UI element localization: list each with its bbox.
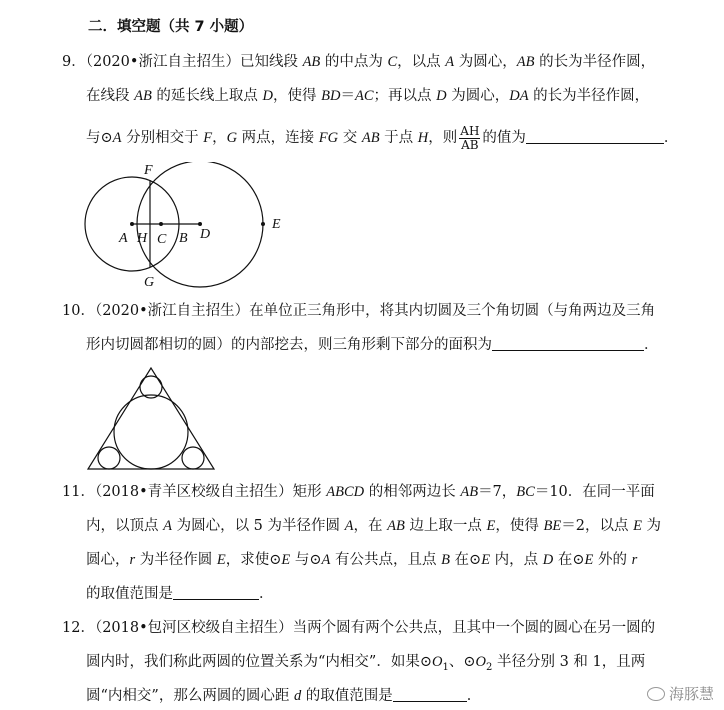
q10-figure xyxy=(86,362,216,474)
label-c: C xyxy=(157,232,167,247)
label-e: E xyxy=(272,217,281,232)
q11-answer-blank[interactable] xyxy=(173,585,259,600)
label-d: D xyxy=(200,227,211,242)
q12-answer-blank[interactable] xyxy=(393,687,467,702)
q9-line-1: 9．（2020•浙江自主招生）已知线段 AB 的中点为 C，以点 A 为圆心，AB 的长为半径作圆， xyxy=(62,54,656,70)
corner-circle-left xyxy=(98,447,120,469)
q9-line-3: 与⊙A 分别相交于 F，G 两点，连接 FG 交 AB 于点 H，则 $\frac{AH}{AB}$ 的值为 ． xyxy=(86,123,679,152)
label-g: G xyxy=(144,275,155,290)
watermark: 海豚慧 xyxy=(647,683,714,704)
q9-answer-blank[interactable] xyxy=(526,129,664,144)
fraction-ah-over-ab: $\frac{AH}{AB}$ xyxy=(460,123,480,152)
point-e xyxy=(261,222,265,226)
q12-line-2: 圆内时，我们称此两圆的位置关系为“内相交”．如果$⊙O_1$、$⊙O_2$ 半径分别 3 和 1，且两 xyxy=(86,654,646,673)
q9-line-2: 在线段 AB 的延长线上取点 D，使得 BD＝AC；再以点 D 为圆心，DA 的长为半径作圆， xyxy=(86,88,650,104)
corner-circle-right xyxy=(182,447,204,469)
q11-line-2: 内，以顶点 A 为圆心，以 5 为半径作圆 A，在 AB 边上取一点 E，使得 BE＝2，以点 E 为 xyxy=(86,518,662,534)
point-c xyxy=(159,222,163,226)
q12-line-3: 圆“内相交”，那么两圆的圆心距 d 的取值范围是 ． xyxy=(86,688,482,704)
equilateral-triangle xyxy=(88,368,214,469)
q11-line-3: 圆心，r 为半径作圆 E，求使⊙E 与⊙A 有公共点，且点 B 在⊙E 内，点 D 在⊙E 外的 r xyxy=(86,552,638,568)
q11-line-4: 的取值范围是 ． xyxy=(86,586,274,602)
label-b: B xyxy=(179,231,188,246)
incircle xyxy=(114,395,188,469)
label-f: F xyxy=(144,163,153,178)
label-h: H xyxy=(137,231,148,246)
label-a: A xyxy=(119,231,128,246)
q10-line-2: 形内切圆都相切的圆）的内部挖去，则三角形剩下部分的面积为 ． xyxy=(86,337,659,353)
q10-line-1: 10．（2020•浙江自主招生）在单位正三角形中，将其内切圆及三个角切圆（与角两边及三角 xyxy=(62,303,656,319)
q12-line-1: 12．（2018•包河区校级自主招生）当两个圆有两个公共点，且其中一个圆的圆心在另一圆的 xyxy=(62,620,656,636)
q10-answer-blank[interactable] xyxy=(492,336,644,351)
q11-line-1: 11．（2018•青羊区校级自主招生）矩形 ABCD 的相邻两边长 AB＝7，BC＝10．在同一平面 xyxy=(62,484,655,500)
q9-figure xyxy=(82,162,302,292)
wechat-icon xyxy=(647,687,665,701)
section-title: 二．填空题（共 7 小题） xyxy=(88,19,254,35)
point-d xyxy=(198,222,202,226)
point-a xyxy=(130,222,134,226)
